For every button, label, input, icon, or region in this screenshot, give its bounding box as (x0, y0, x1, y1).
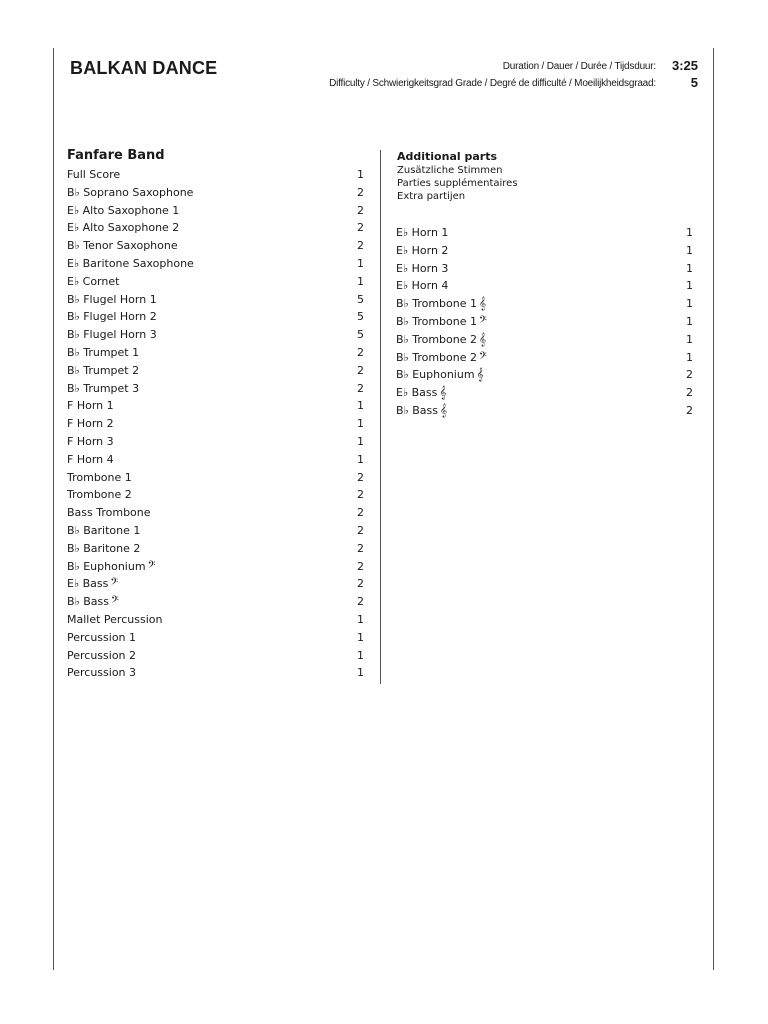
column-divider (380, 150, 381, 684)
part-name-text: F Horn 2 (67, 417, 114, 431)
part-name-text: F Horn 3 (67, 434, 114, 448)
part-name (67, 522, 140, 540)
part-name-text: Percussion 3 (67, 666, 137, 680)
part-row (67, 433, 364, 451)
difficulty-value: 5 (690, 75, 698, 90)
part-row (67, 291, 364, 309)
part-name-text: B♭ Soprano Saxophone (67, 185, 194, 199)
part-quantity: 2 (357, 506, 364, 520)
part-name-text: B♭ Euphonium (67, 559, 146, 573)
difficulty-label: Difficulty / Schwierigkeitsgrad Grade / Degré de difficulté / Moeilijkheidsgraad: (329, 78, 656, 89)
part-name-text: B♭ Flugel Horn 1 (67, 292, 157, 306)
part-name (67, 184, 193, 202)
part-name (396, 366, 484, 384)
part-name-text: E♭ Bass (67, 577, 109, 591)
part-name (396, 260, 448, 278)
part-name (67, 362, 139, 380)
part-name-text: B♭ Trumpet 2 (67, 363, 140, 377)
part-name-text: E♭ Bass (396, 386, 438, 400)
additional-parts-subtitle-de: Zusätzliche Stimmen (397, 165, 503, 176)
part-name (67, 629, 136, 647)
part-row (67, 558, 364, 576)
part-name (67, 219, 179, 237)
part-name (67, 344, 139, 362)
fanfare-band-parts-list (67, 166, 364, 682)
part-name (67, 291, 157, 309)
part-quantity: 1 (686, 350, 693, 364)
part-name-text: Trombone 1 (67, 470, 132, 484)
part-quantity: 1 (357, 630, 364, 644)
part-name (396, 313, 487, 331)
part-row (396, 295, 693, 313)
part-name-text: B♭ Bass (396, 403, 438, 417)
part-quantity: 1 (357, 434, 364, 448)
part-name (67, 451, 114, 469)
part-quantity: 2 (357, 345, 364, 359)
part-name-text: E♭ Horn 3 (396, 261, 449, 275)
part-quantity: 5 (357, 328, 364, 342)
part-row (396, 366, 693, 384)
part-quantity: 1 (357, 417, 364, 431)
part-quantity: 1 (686, 297, 693, 311)
part-quantity: 5 (357, 292, 364, 306)
part-row (67, 184, 364, 202)
part-name-text: B♭ Trombone 1 (396, 314, 478, 328)
part-name (67, 255, 194, 273)
fanfare-band-title: Fanfare Band (67, 148, 165, 163)
part-row (396, 349, 693, 367)
part-name (67, 308, 157, 326)
part-name (396, 384, 446, 402)
part-name (396, 295, 486, 313)
piece-title: BALKAN DANCE (70, 58, 218, 78)
part-quantity: 1 (357, 648, 364, 662)
part-quantity: 2 (357, 221, 364, 235)
part-quantity: 1 (686, 332, 693, 346)
part-row (67, 219, 364, 237)
part-quantity: 1 (686, 314, 693, 328)
part-row (396, 260, 693, 278)
part-quantity: 2 (357, 577, 364, 591)
part-name-text: Full Score (67, 168, 121, 181)
part-name-text: E♭ Alto Saxophone 2 (67, 221, 180, 235)
part-quantity: 1 (357, 256, 364, 270)
part-row (67, 664, 364, 682)
part-quantity: 1 (357, 666, 364, 680)
bass-clef-icon: 𝄢 (479, 313, 487, 328)
duration-label: Duration / Dauer / Durée / Tijdsduur: (502, 61, 656, 72)
part-quantity: 1 (686, 226, 693, 239)
part-quantity: 2 (686, 403, 693, 417)
part-name-text: B♭ Tenor Saxophone (67, 239, 178, 253)
part-row (67, 504, 364, 522)
part-quantity: 2 (357, 559, 364, 573)
part-name (67, 380, 139, 398)
part-name-text: E♭ Horn 2 (396, 243, 449, 257)
part-name (396, 349, 487, 367)
part-name (67, 486, 132, 504)
part-quantity: 2 (357, 488, 364, 502)
part-name (67, 273, 119, 291)
part-quantity: 1 (357, 168, 364, 181)
part-name-text: B♭ Trumpet 1 (67, 345, 140, 359)
treble-clef-icon: 𝄞 (439, 385, 447, 400)
part-name-text: B♭ Flugel Horn 2 (67, 310, 157, 324)
part-row (67, 540, 364, 558)
part-quantity: 1 (357, 612, 364, 626)
part-name (67, 593, 119, 611)
part-name-text: E♭ Cornet (67, 274, 120, 288)
part-row (67, 380, 364, 398)
part-name (67, 540, 140, 558)
part-name-text: B♭ Baritone 2 (67, 541, 141, 555)
part-name-text: E♭ Horn 1 (396, 226, 449, 239)
part-name (67, 433, 114, 451)
part-row (67, 415, 364, 433)
additional-parts-subtitle-fr: Parties supplémentaires (397, 178, 518, 189)
part-row (396, 224, 693, 242)
part-quantity: 2 (357, 363, 364, 377)
part-row (67, 362, 364, 380)
part-row (67, 344, 364, 362)
part-name (67, 504, 151, 522)
part-row (396, 277, 693, 295)
part-name (67, 611, 162, 629)
part-row (67, 255, 364, 273)
additional-parts-list (396, 224, 693, 420)
bass-clef-icon: 𝄢 (110, 576, 119, 591)
part-quantity: 1 (686, 243, 693, 257)
part-quantity: 2 (357, 203, 364, 217)
part-name-text: B♭ Bass (67, 595, 109, 609)
part-row (396, 384, 693, 402)
part-quantity: 1 (357, 452, 364, 466)
part-quantity: 2 (357, 239, 364, 253)
part-quantity: 1 (357, 399, 364, 413)
part-name-text: Trombone 2 (67, 488, 132, 502)
part-quantity: 2 (357, 185, 364, 199)
part-name (396, 331, 486, 349)
additional-parts-subtitle-nl: Extra partijen (397, 191, 466, 202)
part-quantity: 2 (357, 381, 364, 395)
part-row (67, 451, 364, 469)
treble-clef-icon: 𝄞 (439, 402, 448, 417)
part-name-text: E♭ Alto Saxophone 1 (67, 203, 180, 217)
part-name-text: B♭ Trombone 2 (396, 332, 478, 346)
part-name (396, 242, 448, 260)
part-row (396, 313, 693, 331)
part-row (67, 522, 364, 540)
part-name-text: E♭ Horn 4 (396, 279, 449, 293)
part-name-text: E♭ Baritone Saxophone (67, 256, 194, 270)
part-quantity: 2 (686, 368, 693, 382)
part-name-text: Bass Trombone (67, 506, 151, 520)
part-row (67, 611, 364, 629)
part-row (67, 308, 364, 326)
part-quantity: 2 (686, 386, 693, 400)
part-quantity: 1 (686, 279, 693, 293)
part-name (396, 277, 448, 295)
part-row (67, 273, 364, 291)
part-name-text: Percussion 1 (67, 630, 137, 644)
part-name (396, 224, 448, 242)
part-name-text: B♭ Trombone 2 (396, 350, 478, 364)
part-row (67, 237, 364, 255)
part-row (67, 486, 364, 504)
treble-clef-icon: 𝄞 (476, 367, 484, 382)
part-row (67, 469, 364, 487)
part-row (67, 202, 364, 220)
part-name (67, 558, 155, 576)
part-quantity: 1 (686, 261, 693, 275)
part-row (67, 647, 364, 665)
left-margin-rule (53, 48, 54, 970)
part-name (67, 664, 136, 682)
bass-clef-icon: 𝄢 (147, 558, 156, 573)
part-row (396, 242, 693, 260)
part-name (67, 326, 157, 344)
part-row (67, 326, 364, 344)
part-name-text: B♭ Euphonium (396, 368, 475, 382)
part-row (67, 629, 364, 647)
part-name (67, 397, 114, 415)
part-row (67, 575, 364, 593)
part-name-text: Mallet Percussion (67, 612, 163, 626)
part-name-text: B♭ Baritone 1 (67, 523, 141, 537)
part-name (67, 647, 136, 665)
part-row (67, 593, 364, 611)
part-name (67, 237, 178, 255)
part-name (67, 469, 132, 487)
part-quantity: 5 (357, 310, 364, 324)
treble-clef-icon: 𝄞 (479, 296, 487, 311)
part-row (396, 331, 693, 349)
bass-clef-icon: 𝄢 (479, 349, 487, 364)
right-margin-rule (713, 48, 714, 970)
part-quantity: 2 (357, 470, 364, 484)
bass-clef-icon: 𝄢 (110, 594, 119, 609)
part-quantity: 1 (357, 274, 364, 288)
part-name (396, 402, 447, 420)
part-row (67, 397, 364, 415)
part-name-text: F Horn 4 (67, 452, 114, 466)
additional-parts-title: Additional parts (397, 150, 497, 163)
part-quantity: 2 (357, 541, 364, 555)
part-name-text: B♭ Trumpet 3 (67, 381, 140, 395)
part-name-text: F Horn 1 (67, 399, 114, 413)
part-row (67, 166, 364, 184)
part-quantity: 2 (357, 523, 364, 537)
part-name-text: Percussion 2 (67, 648, 137, 662)
duration-value: 3:25 (671, 58, 698, 73)
part-name-text: B♭ Flugel Horn 3 (67, 328, 157, 342)
part-row (396, 402, 693, 420)
part-quantity: 2 (357, 595, 364, 609)
part-name (67, 415, 114, 433)
part-name (67, 575, 118, 593)
treble-clef-icon: 𝄞 (479, 331, 487, 346)
part-name (67, 166, 120, 184)
part-name (67, 202, 179, 220)
part-name-text: B♭ Trombone 1 (396, 297, 478, 311)
